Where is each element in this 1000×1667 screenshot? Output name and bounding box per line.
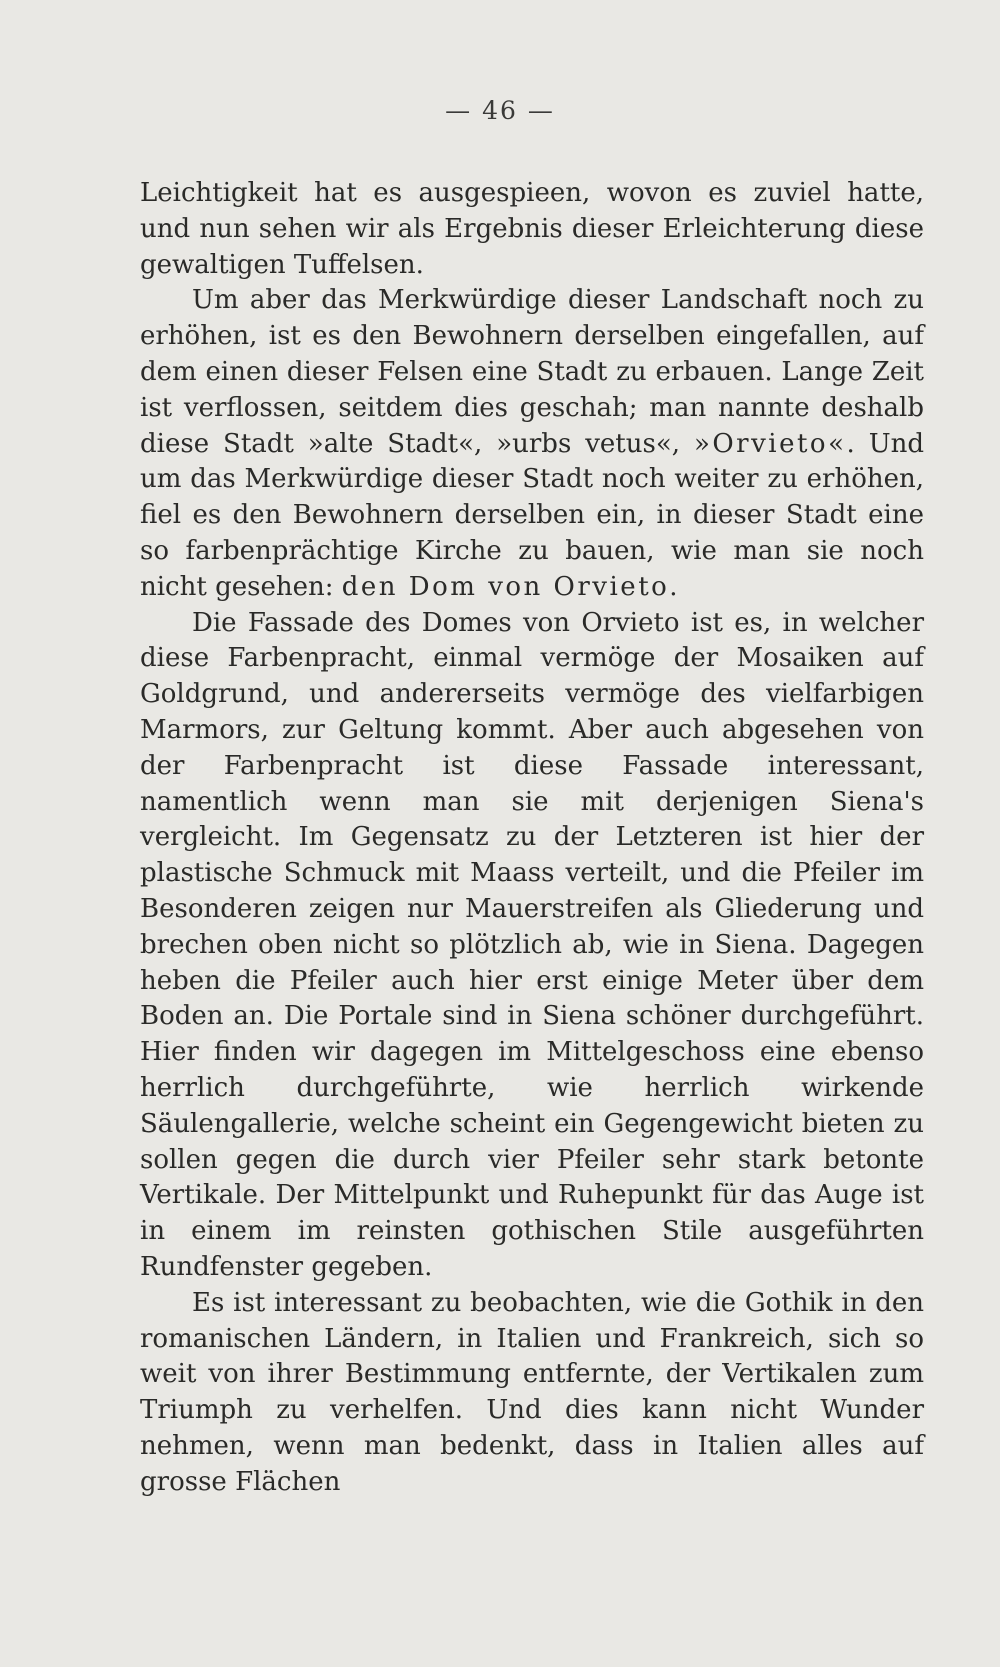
- text-segment: .: [669, 571, 678, 602]
- text-segment: . Und um das Merkwürdige dieser Stadt noch weiter zu erhöhen, fiel es den Bewohnern derselben ein, in dieser Stadt eine so farbenprächtige Kirche zu bauen, wie man sie noch nicht gesehen:: [140, 428, 924, 602]
- page-number: — 46 —: [445, 96, 555, 125]
- text-segment: Die Fassade des Domes von Orvieto ist es, in welcher diese Farbenpracht, einmal vermöge der Mosaiken auf Goldgrund, und andererseits vermöge des vielfarbigen Marmors, zur Geltung kommt. Aber auch abgesehen von der Farbenpracht ist diese Fassade interessant, namentlich wenn man sie mit derjenigen Siena's vergleicht. Im Gegensatz zu der Letzteren ist hier der plastische Schmuck mit Maass verteilt, und die Pfeiler im Besonderen zeigen nur Mauerstreifen als Gliederung und brechen oben nicht so plötzlich ab, wie in Siena. Dagegen heben die Pfeiler auch hier erst einige Meter über dem Boden an. Die Portale sind in Siena schöner durchgeführt. Hier finden wir dagegen im Mittelgeschoss eine ebenso herrlich durchgeführte, wie herrlich wirkende Säulengallerie, welche scheint ein Gegengewicht bieten zu sollen gegen die durch vier Pfeiler sehr stark betonte Vertikale. Der Mittelpunkt und Ruhepunkt für das Auge ist in einem im reinsten gothischen Stile ausgeführten Rundfenster gegeben.: [140, 607, 924, 1282]
- paragraph: [140, 176, 924, 283]
- text-segment: Es ist interessant zu beobachten, wie die Gothik in den romanischen Ländern, in Italien und Frankreich, sich so weit von ihrer Bestimmung entfernte, der Vertikalen zum Triumph zu verhelfen. Und dies kann nicht Wunder nehmen, wenn man bedenkt, dass in Italien alles auf grosse Flächen: [140, 1287, 924, 1497]
- paragraph: [140, 1286, 924, 1501]
- emphasized-text: den Dom von Orvieto: [341, 571, 670, 602]
- paragraph: [140, 606, 924, 1286]
- emphasized-text: »Orvieto«: [693, 428, 847, 459]
- text-segment: Um aber das Merkwürdige dieser Landschaft noch zu erhöhen, ist es den Bewohnern derselben eingefallen, auf dem einen dieser Felsen eine Stadt zu erbauen. Lange Zeit ist verflossen, seitdem dies geschah; man nannte deshalb diese Stadt »alte Stadt«, »urbs vetus«,: [140, 285, 924, 459]
- text-segment: Leichtigkeit hat es ausgespieen, wovon es zuviel hatte, und nun sehen wir als Ergebnis dieser Erleichterung diese gewaltigen Tuffelsen.: [140, 178, 924, 280]
- paragraph: [140, 283, 924, 605]
- body-text: [140, 176, 924, 1500]
